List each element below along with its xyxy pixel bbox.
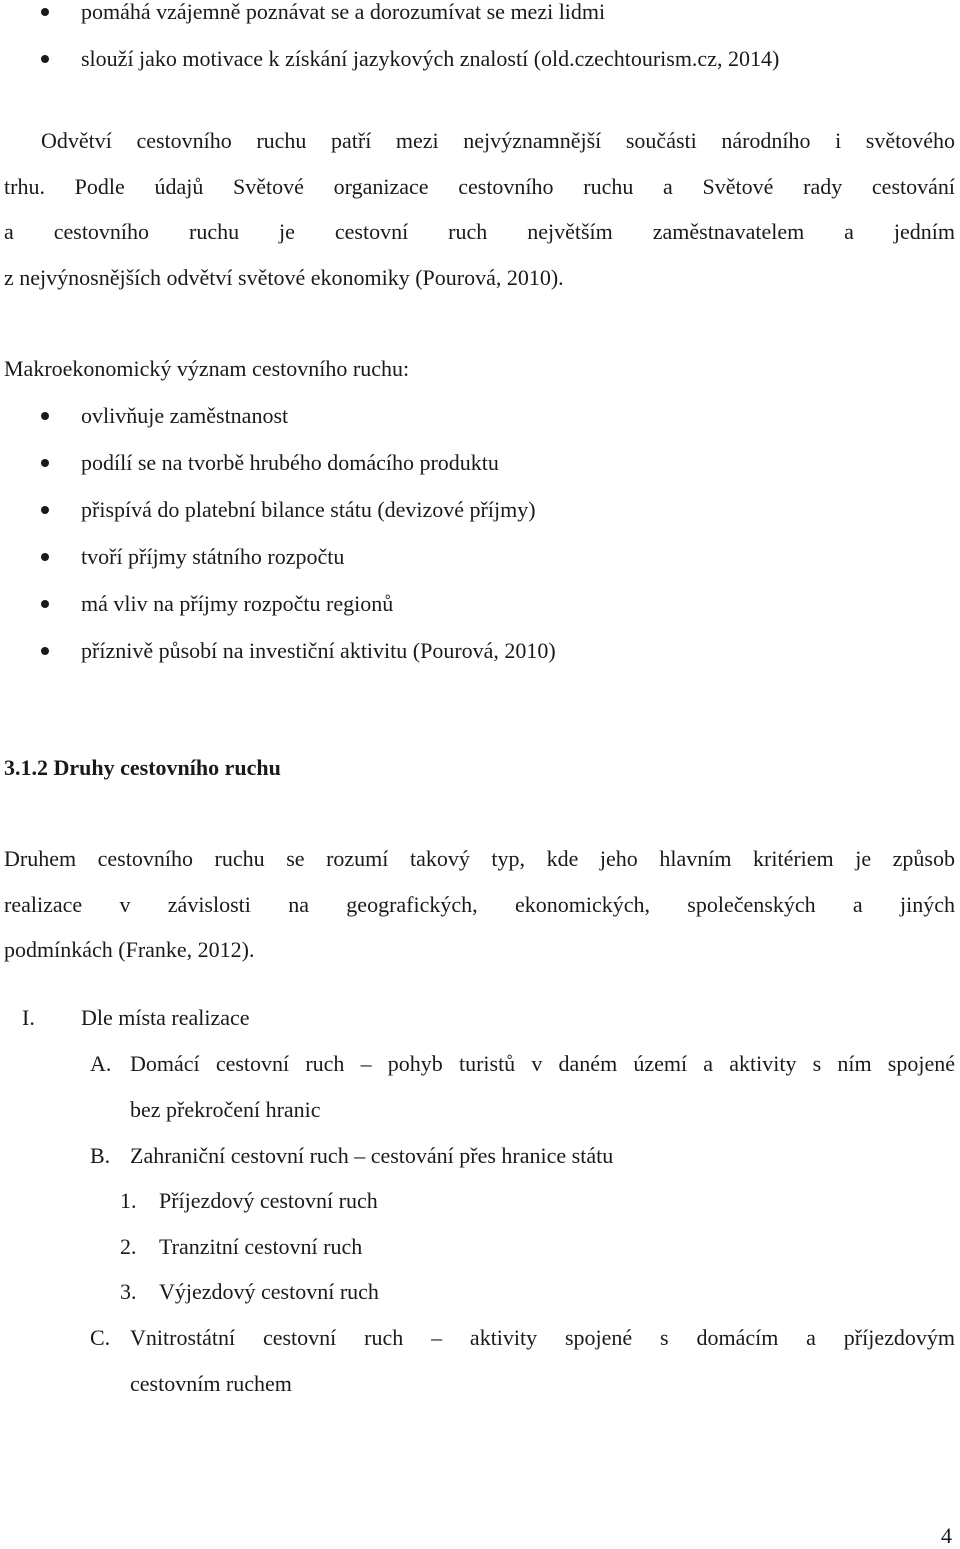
paragraph-tourism-importance: Odvětví cestovního ruchu patří mezi nejvýznamnější součásti národního i světového trhu. Podle údajů Světové organizace cestovního ruchu a Světové rady cestování a cestovního ruchu je cestovní ruch největším zaměstnavatelem a jedním z nejvýnosnějších odvětví světové ekonomiky (Pourová, 2010). [4,128,955,290]
list-item: tvoří příjmy státního rozpočtu [0,544,960,591]
macro-bullet-list [0,403,960,685]
list-item: podílí se na tvorbě hrubého domácího produktu [0,450,960,497]
bullet-icon [41,459,49,467]
bullet-icon [41,8,49,16]
bullet-icon [41,647,49,655]
list-item: má vliv na příjmy rozpočtu regionů [0,591,960,638]
outline-subitem: Tranzitní cestovní ruch [159,1234,363,1259]
outline-item-continuation: cestovním ruchem [130,1371,292,1396]
outline-marker: 1. [120,1188,137,1213]
outline-marker: A. [90,1051,112,1076]
outline-marker: C. [90,1325,111,1350]
outline-item-continuation: bez překročení hranic [130,1097,321,1122]
bullet-icon [41,553,49,561]
outline-marker: B. [90,1143,111,1168]
page-number: 4 [941,1523,952,1548]
bullet-icon [41,600,49,608]
paragraph-types-definition: Druhem cestovního ruchu se rozumí takový typ, kde jeho hlavním kritériem je způsob realizace v závislosti na geografických, ekonomických, společenských a jiných podmínkách (Franke, 2012). [4,846,955,962]
outline-item: Zahraniční cestovní ruch – cestování přes hranice státu [130,1143,614,1168]
section-heading: 3.1.2 Druhy cestovního ruchu [4,755,281,780]
list-item: příznivě působí na investiční aktivitu (Pourová, 2010) [0,638,960,685]
outline-marker: I. [22,1005,35,1030]
macro-intro: Makroekonomický význam cestovního ruchu: [4,356,410,381]
list-item: ovlivňuje zaměstnanost [0,403,960,450]
list-item: přispívá do platební bilance státu (devizové příjmy) [0,497,960,544]
outline-item: Domácí cestovní ruch – pohyb turistů v daném území a aktivity s ním spojené [130,1051,955,1076]
list-item: slouží jako motivace k získání jazykových znalostí (old.czechtourism.cz, 2014) [0,46,960,93]
outline-subitem: Příjezdový cestovní ruch [159,1188,378,1213]
bullet-icon [41,506,49,514]
top-bullet-list [0,0,960,93]
list-item: pomáhá vzájemně poznávat se a dorozumívat se mezi lidmi [0,0,960,46]
outline-subitem: Výjezdový cestovní ruch [159,1279,379,1304]
outline-item: Vnitrostátní cestovní ruch – aktivity spojené s domácím a příjezdovým [130,1325,955,1350]
bullet-icon [41,55,49,63]
bullet-icon [41,412,49,420]
outline-item: Dle místa realizace [81,1005,250,1030]
outline-marker: 3. [120,1279,137,1304]
outline-marker: 2. [120,1234,137,1259]
